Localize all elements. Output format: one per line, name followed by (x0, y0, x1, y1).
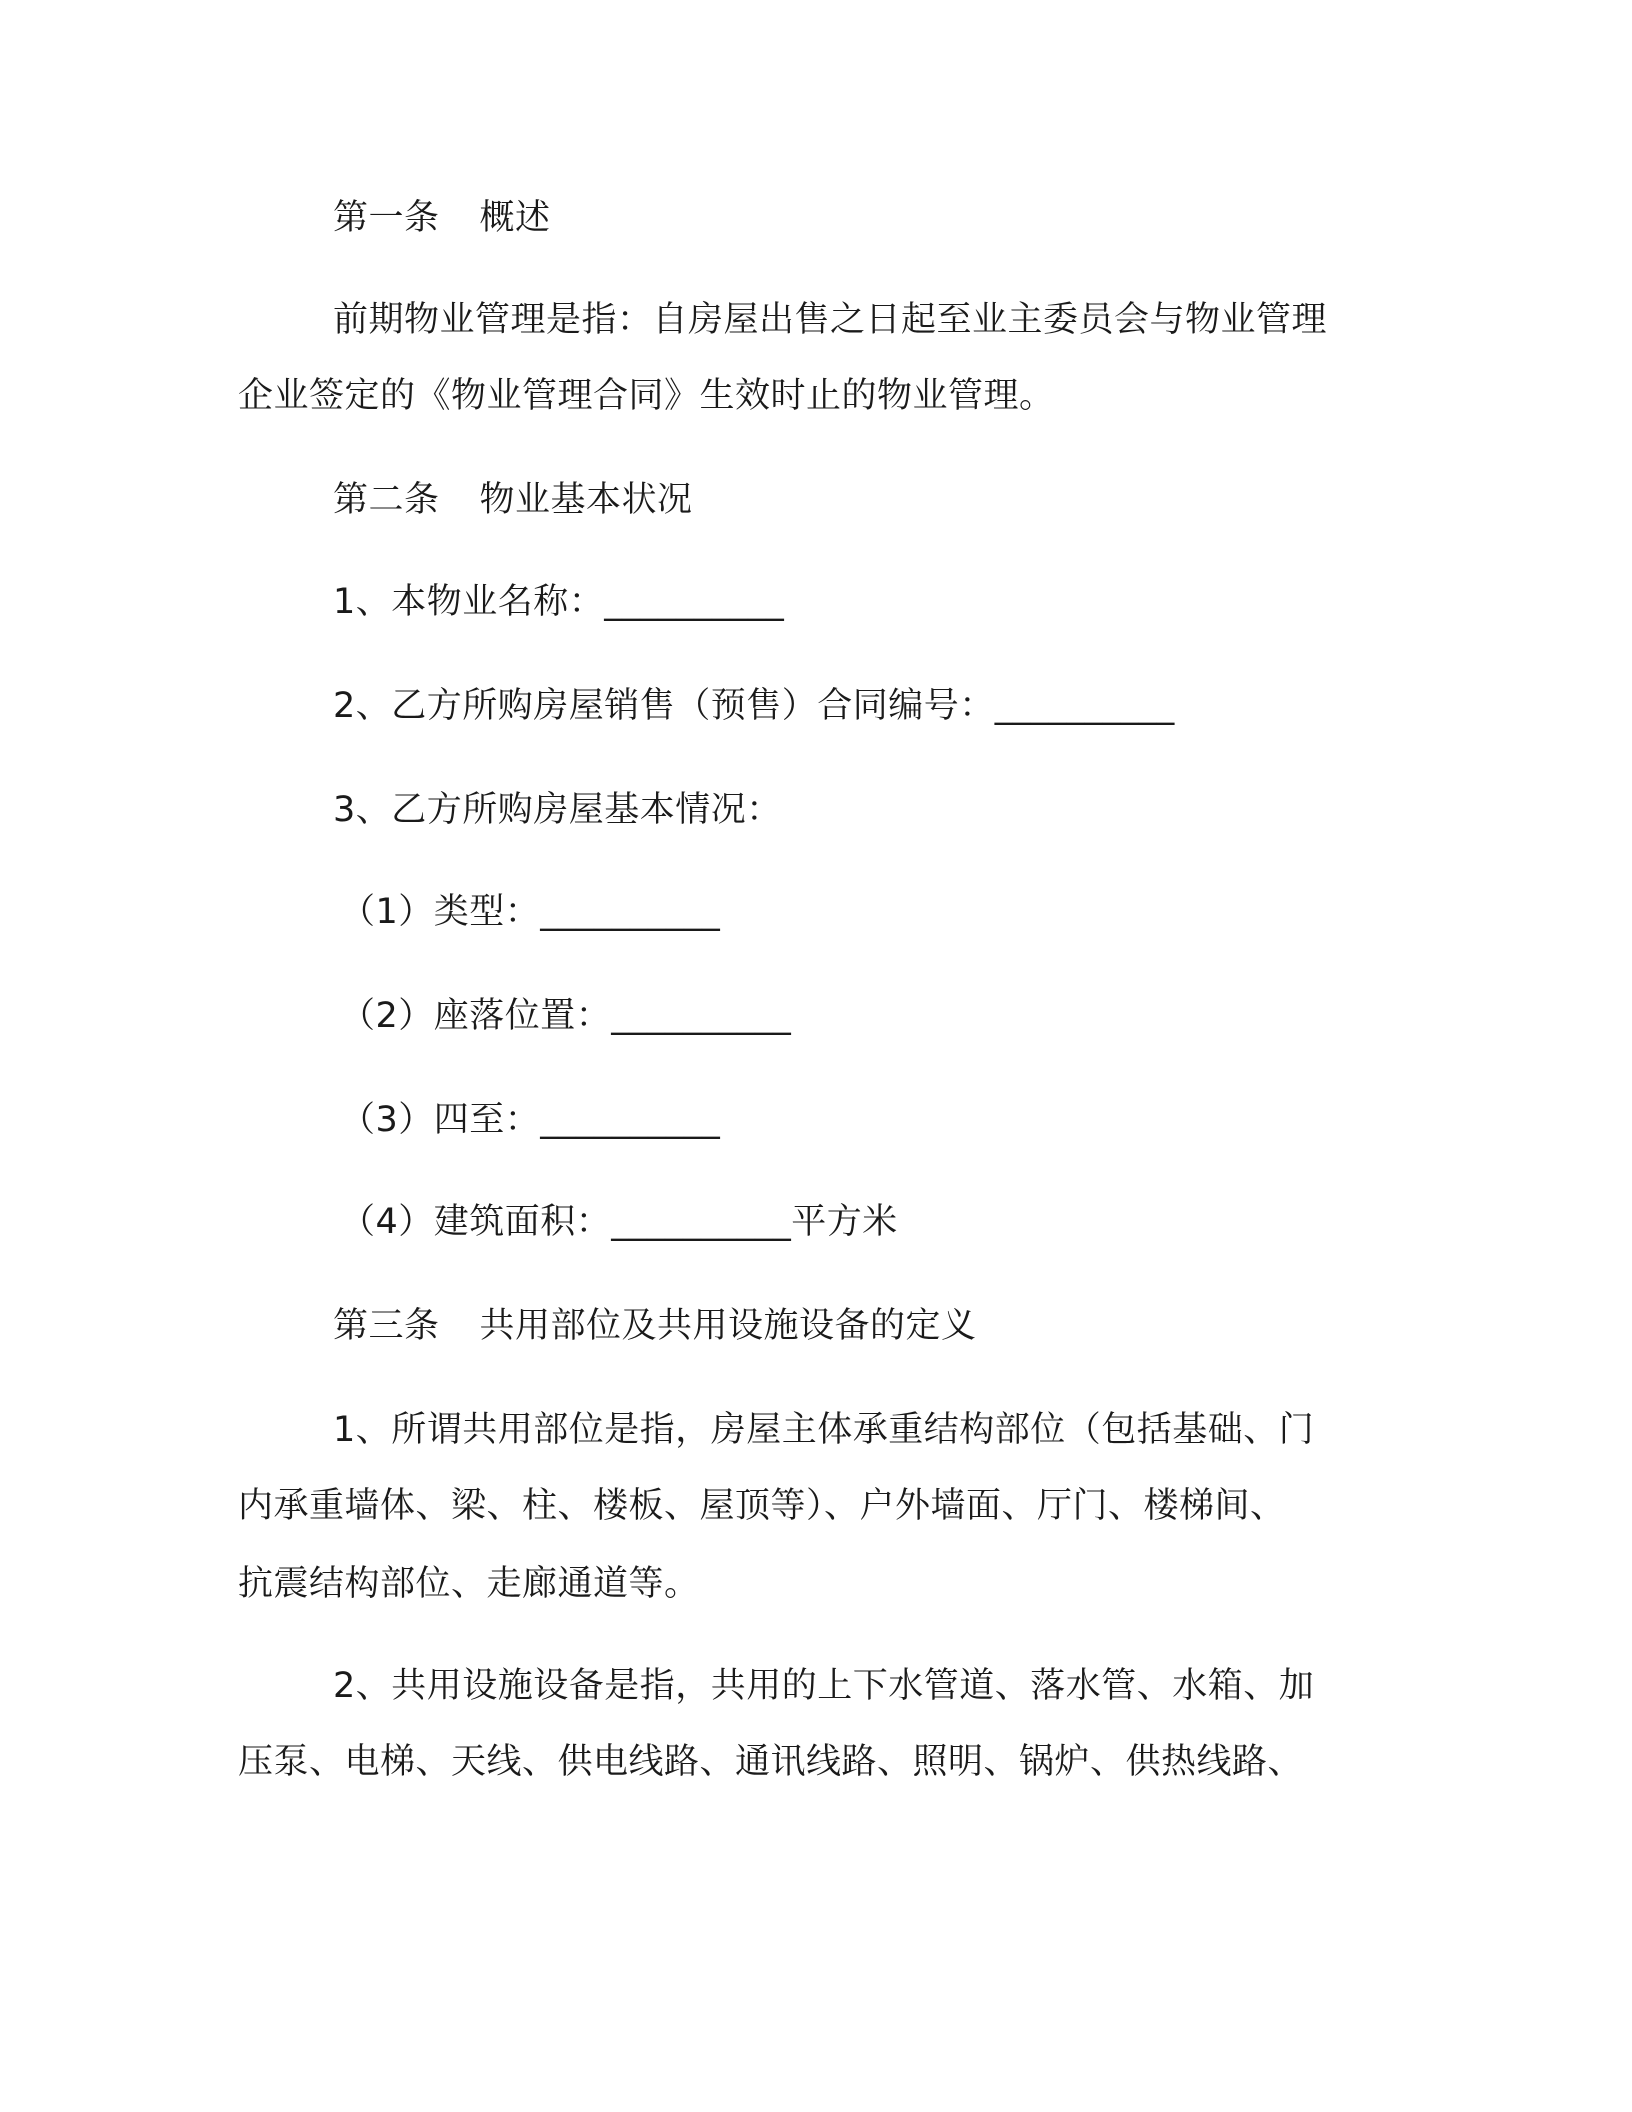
article-3-title: 共用部位及共用设施设备的定义 (479, 1306, 977, 1346)
article-1-heading (333, 196, 1632, 240)
article-3-paragraph-2-line-2: 压泵、电梯、天线、供电线路、通讯线路、照明、锅炉、供热线路、 (238, 1742, 1304, 1782)
article-3-paragraph-2-line-1: 2、共用设施设备是指，共用的上下水管道、落水管、水箱、加 (333, 1666, 1315, 1706)
article-2-title: 物业基本状况 (479, 480, 693, 520)
article-1-paragraph-line-2: 企业签定的《物业管理合同》生效时止的物业管理。 (238, 376, 1055, 416)
article-3-paragraph-1-line-2: 内承重墙体、梁、柱、楼板、屋顶等）、户外墙面、厅门、楼梯间、 (238, 1486, 1286, 1526)
article-2-subitem-3: （3）四至：__________ (340, 1100, 721, 1140)
article-2-item-1: 1、本物业名称：__________ (333, 582, 785, 622)
article-2-subitem-2: （2）座落位置：__________ (340, 996, 792, 1036)
article-3-paragraph-1-line-3: 抗震结构部位、走廊通道等。 (238, 1564, 700, 1604)
article-2-subitem-4: （4）建筑面积：__________平方米 (340, 1202, 898, 1242)
article-2-item-3: 3、乙方所购房屋基本情况： (333, 790, 782, 830)
article-2-subitem-1: （1）类型：__________ (340, 892, 721, 932)
article-1-paragraph-line-1: 前期物业管理是指：自房屋出售之日起至业主委员会与物业管理 (333, 300, 1328, 340)
article-3-number: 第三条 (333, 1306, 440, 1346)
article-2-number: 第二条 (333, 480, 440, 520)
article-2-item-2: 2、乙方所购房屋销售（预售）合同编号：__________ (333, 686, 1175, 726)
article-3-heading (333, 1304, 1632, 1348)
article-3-paragraph-1-line-1: 1、所谓共用部位是指，房屋主体承重结构部位（包括基础、门 (333, 1410, 1315, 1450)
article-1-number: 第一条 (333, 198, 440, 238)
article-2-heading (333, 478, 1632, 522)
article-1-title: 概述 (479, 198, 551, 238)
